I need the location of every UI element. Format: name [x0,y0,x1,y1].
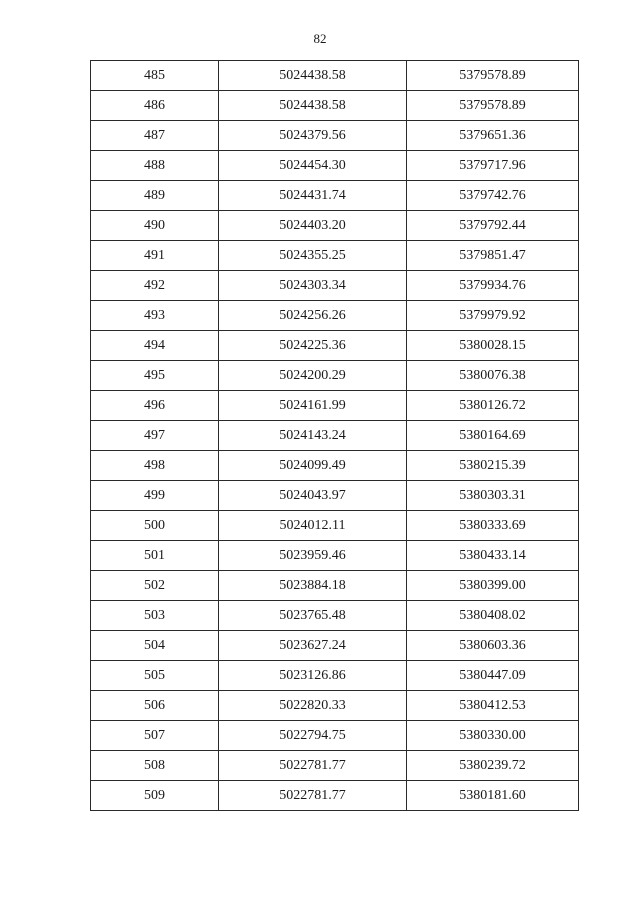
y-coordinate-cell: 5379717.96 [407,151,579,181]
table-row [91,151,579,181]
x-coordinate-cell: 5023765.48 [219,601,407,631]
table-row [91,241,579,271]
y-coordinate-cell: 5379742.76 [407,181,579,211]
y-coordinate-cell: 5379578.89 [407,61,579,91]
x-coordinate-cell: 5024256.26 [219,301,407,331]
point-number-cell: 509 [91,781,219,811]
point-number-cell: 508 [91,751,219,781]
coordinates-table [90,60,579,811]
table-row [91,661,579,691]
x-coordinate-cell: 5022820.33 [219,691,407,721]
table-row [91,421,579,451]
y-coordinate-cell: 5380412.53 [407,691,579,721]
point-number-cell: 501 [91,541,219,571]
y-coordinate-cell: 5380164.69 [407,421,579,451]
point-number-cell: 496 [91,391,219,421]
table-row [91,211,579,241]
x-coordinate-cell: 5024403.20 [219,211,407,241]
point-number-cell: 494 [91,331,219,361]
y-coordinate-cell: 5380330.00 [407,721,579,751]
table-row [91,61,579,91]
table-row [91,481,579,511]
table-row [91,121,579,151]
x-coordinate-cell: 5024303.34 [219,271,407,301]
y-coordinate-cell: 5380028.15 [407,331,579,361]
point-number-cell: 493 [91,301,219,331]
point-number-cell: 506 [91,691,219,721]
page-number: 82 [313,31,327,46]
point-number-cell: 507 [91,721,219,751]
table-row [91,361,579,391]
point-number-cell: 503 [91,601,219,631]
x-coordinate-cell: 5023627.24 [219,631,407,661]
x-coordinate-cell: 5023126.86 [219,661,407,691]
y-coordinate-cell: 5380399.00 [407,571,579,601]
x-coordinate-cell: 5024012.11 [219,511,407,541]
y-coordinate-cell: 5380303.31 [407,481,579,511]
table-row [91,91,579,121]
y-coordinate-cell: 5380126.72 [407,391,579,421]
table-row [91,721,579,751]
x-coordinate-cell: 5024379.56 [219,121,407,151]
point-number-cell: 502 [91,571,219,601]
table-row [91,601,579,631]
y-coordinate-cell: 5380076.38 [407,361,579,391]
table-row [91,301,579,331]
x-coordinate-cell: 5024043.97 [219,481,407,511]
point-number-cell: 499 [91,481,219,511]
point-number-cell: 485 [91,61,219,91]
table-row [91,571,579,601]
y-coordinate-cell: 5379578.89 [407,91,579,121]
x-coordinate-cell: 5024438.58 [219,91,407,121]
table-row [91,331,579,361]
x-coordinate-cell: 5024161.99 [219,391,407,421]
y-coordinate-cell: 5380447.09 [407,661,579,691]
table-row [91,271,579,301]
y-coordinate-cell: 5380603.36 [407,631,579,661]
point-number-cell: 492 [91,271,219,301]
table-row [91,781,579,811]
y-coordinate-cell: 5379651.36 [407,121,579,151]
point-number-cell: 490 [91,211,219,241]
x-coordinate-cell: 5024438.58 [219,61,407,91]
point-number-cell: 489 [91,181,219,211]
x-coordinate-cell: 5023884.18 [219,571,407,601]
x-coordinate-cell: 5024143.24 [219,421,407,451]
x-coordinate-cell: 5023959.46 [219,541,407,571]
point-number-cell: 505 [91,661,219,691]
x-coordinate-cell: 5022794.75 [219,721,407,751]
x-coordinate-cell: 5024355.25 [219,241,407,271]
point-number-cell: 497 [91,421,219,451]
x-coordinate-cell: 5024454.30 [219,151,407,181]
x-coordinate-cell: 5024099.49 [219,451,407,481]
y-coordinate-cell: 5380181.60 [407,781,579,811]
y-coordinate-cell: 5380333.69 [407,511,579,541]
x-coordinate-cell: 5024431.74 [219,181,407,211]
point-number-cell: 491 [91,241,219,271]
y-coordinate-cell: 5379792.44 [407,211,579,241]
point-number-cell: 500 [91,511,219,541]
coordinates-table-body [91,61,579,811]
table-row [91,691,579,721]
table-row [91,181,579,211]
point-number-cell: 495 [91,361,219,391]
point-number-cell: 486 [91,91,219,121]
point-number-cell: 488 [91,151,219,181]
x-coordinate-cell: 5022781.77 [219,751,407,781]
y-coordinate-cell: 5380215.39 [407,451,579,481]
point-number-cell: 504 [91,631,219,661]
table-row [91,391,579,421]
point-number-cell: 498 [91,451,219,481]
point-number-cell: 487 [91,121,219,151]
x-coordinate-cell: 5024225.36 [219,331,407,361]
y-coordinate-cell: 5380408.02 [407,601,579,631]
table-row [91,451,579,481]
table-row [91,751,579,781]
table-row [91,541,579,571]
table-row [91,511,579,541]
y-coordinate-cell: 5380239.72 [407,751,579,781]
y-coordinate-cell: 5379979.92 [407,301,579,331]
x-coordinate-cell: 5024200.29 [219,361,407,391]
y-coordinate-cell: 5380433.14 [407,541,579,571]
y-coordinate-cell: 5379851.47 [407,241,579,271]
x-coordinate-cell: 5022781.77 [219,781,407,811]
table-row [91,631,579,661]
y-coordinate-cell: 5379934.76 [407,271,579,301]
